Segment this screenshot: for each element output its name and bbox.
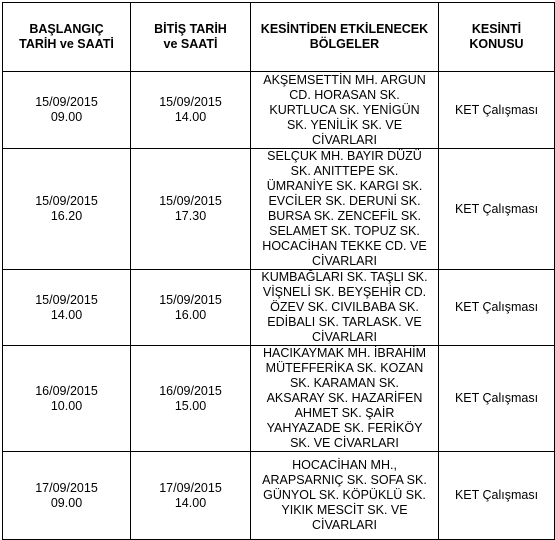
start-time: 09.00 bbox=[50, 495, 83, 510]
start-cell bbox=[3, 270, 131, 346]
table-row bbox=[3, 346, 555, 452]
end-date: 15/09/2015 bbox=[159, 292, 222, 307]
header-end-line-1: BİTİŞ TARİH bbox=[154, 22, 227, 36]
region-line: CİVARLARI bbox=[311, 518, 378, 532]
region-line: HOCACİHAN MH., bbox=[292, 458, 397, 472]
region-line: VİŞNELİ SK. BEYŞEHİR CD. bbox=[262, 285, 427, 299]
end-date: 15/09/2015 bbox=[159, 95, 222, 109]
subject-cell: KET Çalışması bbox=[439, 346, 555, 452]
end-date: 17/09/2015 bbox=[159, 480, 222, 495]
end-date: 15/09/2015 bbox=[159, 194, 222, 208]
regions-cell bbox=[251, 149, 439, 270]
region-line: ARAPSARNIÇ SK. SOFA SK. bbox=[262, 473, 427, 487]
regions-cell bbox=[251, 72, 439, 149]
subject-cell: KET Çalışması bbox=[439, 452, 555, 540]
header-subject-line-1: KESİNTİ bbox=[471, 22, 522, 36]
end-cell bbox=[131, 72, 251, 149]
region-line: EDİBALI SK. TARLASK. VE bbox=[267, 315, 422, 329]
header-start bbox=[3, 3, 131, 72]
header-subject bbox=[439, 3, 555, 72]
region-line: CİVARLARI bbox=[311, 254, 378, 268]
start-date: 16/09/2015 bbox=[35, 383, 98, 398]
end-time: 15.00 bbox=[174, 398, 207, 413]
region-line: SK. YENİLİK SK. VE bbox=[286, 117, 403, 132]
subject-cell: KET Çalışması bbox=[439, 149, 555, 270]
end-time: 14.00 bbox=[174, 110, 207, 124]
header-regions bbox=[251, 3, 439, 72]
regions-cell bbox=[251, 270, 439, 346]
subject-cell: KET Çalışması bbox=[439, 72, 555, 149]
header-start-line-2: TARİH ve SAATİ bbox=[19, 37, 114, 51]
region-line: GÜNYOL SK. KÖPÜKLÜ SK. bbox=[263, 488, 426, 502]
start-time: 10.00 bbox=[50, 398, 83, 413]
end-cell bbox=[131, 270, 251, 346]
end-cell bbox=[131, 346, 251, 452]
table-row bbox=[3, 149, 555, 270]
region-line: SELÇUK MH. BAYIR DÜZÜ bbox=[267, 149, 422, 163]
region-line: YIKIK MESCİT SK. VE bbox=[281, 503, 408, 517]
end-date: 16/09/2015 bbox=[159, 383, 222, 398]
start-cell bbox=[3, 346, 131, 452]
region-line: SK. ANITTEPE SK. bbox=[290, 164, 399, 178]
table-row bbox=[3, 270, 555, 346]
regions-cell bbox=[251, 346, 439, 452]
region-line: HACIKAYMAK MH. İBRAHİM bbox=[263, 346, 426, 360]
end-time: 16.00 bbox=[174, 307, 207, 322]
regions-cell bbox=[251, 452, 439, 540]
region-line: CİVARLARI bbox=[311, 132, 378, 147]
region-line: AKŞEMSETTİN MH. ARGUN bbox=[263, 72, 426, 87]
start-date: 15/09/2015 bbox=[35, 194, 98, 208]
start-time: 16.20 bbox=[50, 209, 83, 223]
region-line: CİVARLARI bbox=[311, 330, 378, 344]
table-row bbox=[3, 452, 555, 540]
region-line: ÜMRANİYE SK. KARGI SK. bbox=[266, 179, 423, 193]
region-line: SK. KARAMAN SK. bbox=[289, 376, 400, 390]
header-subject-line-2: KONUSU bbox=[469, 37, 524, 51]
header-regions-line-1: KESİNTİDEN ETKİLENECEK bbox=[260, 22, 429, 36]
end-time: 14.00 bbox=[174, 495, 207, 510]
subject-cell: KET Çalışması bbox=[439, 270, 555, 346]
header-start-line-1: BAŞLANGIÇ bbox=[29, 22, 104, 36]
end-cell bbox=[131, 149, 251, 270]
region-line: CD. HORASAN SK. bbox=[289, 87, 400, 102]
outage-schedule-table bbox=[2, 2, 555, 540]
region-line: KUMBAĞLARI SK. TAŞLI SK. bbox=[261, 270, 428, 284]
region-line: YAHYAZADE SK. FERİKÖY bbox=[266, 421, 423, 435]
table-header-row bbox=[3, 3, 555, 72]
start-time: 09.00 bbox=[50, 110, 83, 124]
region-line: SK. VE CİVARLARI bbox=[290, 436, 399, 450]
start-date: 15/09/2015 bbox=[35, 292, 98, 307]
header-end-line-2: ve SAATİ bbox=[163, 37, 218, 51]
region-line: KURTLUCA SK. YENİGÜN bbox=[269, 102, 420, 117]
region-line: ÖZEV SK. CIVILBABA SK. bbox=[270, 300, 419, 314]
start-time: 14.00 bbox=[50, 307, 83, 322]
region-line: EVCİLER SK. DERUNİ SK. bbox=[268, 194, 421, 208]
end-cell bbox=[131, 452, 251, 540]
start-date: 15/09/2015 bbox=[35, 95, 98, 109]
region-line: MÜTEFFERİKA SK. KOZAN bbox=[265, 361, 424, 375]
region-line: SELAMET SK. TOPUZ SK. bbox=[269, 224, 420, 238]
region-line: BURSA SK. ZENCEFİL SK. bbox=[267, 209, 422, 223]
start-cell bbox=[3, 72, 131, 149]
region-line: AKSARAY SK. HAZARİFEN bbox=[266, 391, 423, 405]
header-end bbox=[131, 3, 251, 72]
table-row bbox=[3, 72, 555, 149]
start-cell bbox=[3, 452, 131, 540]
end-time: 17.30 bbox=[174, 209, 207, 223]
start-cell bbox=[3, 149, 131, 270]
start-date: 17/09/2015 bbox=[35, 480, 98, 495]
region-line: AHMET SK. ŞAİR bbox=[294, 406, 395, 420]
region-line: HOCACİHAN TEKKE CD. VE bbox=[262, 239, 427, 253]
header-regions-line-2: BÖLGELER bbox=[309, 37, 380, 51]
